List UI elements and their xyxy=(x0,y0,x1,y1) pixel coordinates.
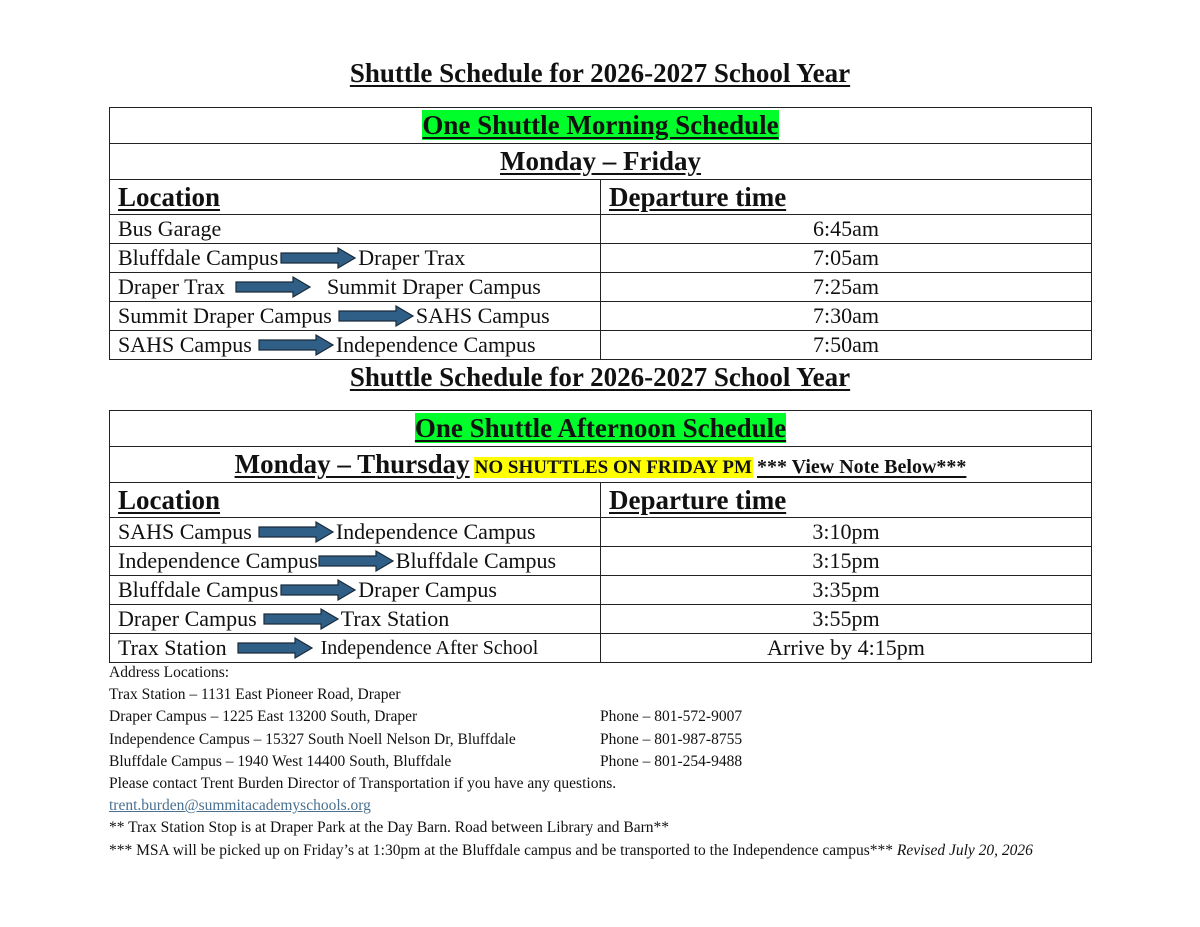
right-arrow-icon xyxy=(263,608,339,630)
route-cell xyxy=(110,547,601,576)
address-section xyxy=(109,662,1109,862)
departure-time: 3:15pm xyxy=(601,547,1092,576)
table-row xyxy=(110,576,1092,605)
afternoon-heading-cell xyxy=(110,411,1092,447)
route-to: Independence Campus xyxy=(335,332,536,357)
view-note-link: *** View Note Below*** xyxy=(756,456,967,478)
morning-days: Monday – Friday xyxy=(500,146,702,176)
route-cell xyxy=(110,215,601,244)
afternoon-col-departure xyxy=(601,483,1092,518)
route-cell xyxy=(110,244,601,273)
morning-col-departure xyxy=(601,180,1092,215)
morning-schedule-table xyxy=(109,107,1092,360)
address-line xyxy=(109,751,1109,773)
email-row xyxy=(109,795,1109,817)
route-from: SAHS Campus xyxy=(118,519,252,544)
route-to: Bluffdale Campus xyxy=(395,548,557,573)
table-row xyxy=(110,634,1092,663)
table-row xyxy=(110,215,1092,244)
address-text: Bluffdale Campus – 1940 West 14400 South, Bluffdale xyxy=(109,752,452,770)
route-cell xyxy=(110,302,601,331)
address-line xyxy=(109,706,1109,728)
departure-time: 7:05am xyxy=(601,244,1092,273)
right-arrow-icon xyxy=(258,334,334,356)
right-arrow-icon xyxy=(235,276,311,298)
route-from: Bluffdale Campus xyxy=(118,245,279,270)
route-cell xyxy=(110,331,601,360)
contact-text: Please contact Trent Burden Director of Transportation if you have any questions. xyxy=(109,774,617,792)
departure-time: Arrive by 4:15pm xyxy=(601,634,1092,663)
route-from: Trax Station xyxy=(118,635,227,660)
right-arrow-icon xyxy=(318,550,394,572)
route-from: Draper Campus xyxy=(118,606,257,631)
email-link[interactable]: trent.burden@summitacademyschools.org xyxy=(109,797,371,815)
morning-col-location xyxy=(110,180,601,215)
departure-time: 7:50am xyxy=(601,331,1092,360)
route-cell xyxy=(110,518,601,547)
page-title: Shuttle Schedule for 2026-2027 School Year xyxy=(349,58,851,88)
departure-time: 7:30am xyxy=(601,302,1092,331)
route-from: Draper Trax xyxy=(118,274,225,299)
address-text: Independence Campus – 15327 South Noell Nelson Dr, Bluffdale xyxy=(109,730,516,748)
route-from: Bluffdale Campus xyxy=(118,577,279,602)
address-text: Draper Campus – 1225 East 13200 South, Draper xyxy=(109,708,418,726)
route-to: Summit Draper Campus xyxy=(326,274,541,299)
route-to: Draper Trax xyxy=(358,245,466,270)
route-cell xyxy=(110,273,601,302)
phone-number: Phone – 801-572-9007 xyxy=(600,708,743,726)
morning-days-cell xyxy=(110,144,1092,180)
table-row xyxy=(110,302,1092,331)
afternoon-col-location-label: Location xyxy=(118,484,221,515)
revised-date: Revised July 20, 2026 xyxy=(896,841,1033,859)
route-to: Trax Station xyxy=(340,606,450,631)
no-shuttle-notice: NO SHUTTLES ON FRIDAY PM xyxy=(474,457,752,478)
departure-time: 7:25am xyxy=(601,273,1092,302)
departure-time: 3:55pm xyxy=(601,605,1092,634)
table-row xyxy=(110,518,1092,547)
address-line xyxy=(109,729,1109,751)
section-title: Shuttle Schedule for 2026-2027 School Year xyxy=(349,362,851,392)
table-row xyxy=(110,331,1092,360)
departure-time: 3:10pm xyxy=(601,518,1092,547)
route-to: Independence After School xyxy=(320,637,539,659)
table-row xyxy=(110,547,1092,576)
phone-number: Phone – 801-987-8755 xyxy=(600,730,743,748)
address-line xyxy=(109,684,1109,706)
route-from: Summit Draper Campus xyxy=(118,303,332,328)
phone-number: Phone – 801-254-9488 xyxy=(600,752,743,770)
morning-col-location-label: Location xyxy=(118,181,221,212)
route-cell xyxy=(110,634,601,663)
route-from: SAHS Campus xyxy=(118,332,252,357)
route-cell xyxy=(110,605,601,634)
afternoon-schedule-table xyxy=(109,410,1092,663)
trax-note: ** Trax Station Stop is at Draper Park at the Day Barn. Road between Library and Barn** xyxy=(109,819,670,837)
table-row xyxy=(110,273,1092,302)
msa-note-row xyxy=(109,840,1109,862)
route-to: SAHS Campus xyxy=(415,303,550,328)
afternoon-days: Monday – Thursday xyxy=(234,449,470,479)
departure-time: 3:35pm xyxy=(601,576,1092,605)
msa-note: *** MSA will be picked up on Friday’s at 1:30pm at the Bluffdale campus and be transported to the Independence campus*** xyxy=(109,841,894,859)
afternoon-col-departure-label: Departure time xyxy=(609,484,787,515)
right-arrow-icon xyxy=(258,521,334,543)
route-cell xyxy=(110,576,601,605)
morning-heading-cell xyxy=(110,108,1092,144)
morning-heading: One Shuttle Morning Schedule xyxy=(422,110,779,140)
right-arrow-icon xyxy=(237,637,313,659)
afternoon-days-cell xyxy=(110,447,1092,483)
afternoon-heading: One Shuttle Afternoon Schedule xyxy=(414,413,787,443)
right-arrow-icon xyxy=(280,579,356,601)
route-from: Independence Campus xyxy=(118,548,318,573)
address-heading: Address Locations: xyxy=(109,664,230,681)
address-text: Trax Station – 1131 East Pioneer Road, Draper xyxy=(109,686,401,704)
route-to: Draper Campus xyxy=(358,577,497,602)
route-from: Bus Garage xyxy=(118,216,222,241)
right-arrow-icon xyxy=(338,305,414,327)
afternoon-col-location xyxy=(110,483,601,518)
table-row xyxy=(110,605,1092,634)
table-row xyxy=(110,244,1092,273)
morning-col-departure-label: Departure time xyxy=(609,181,787,212)
route-to: Independence Campus xyxy=(335,519,536,544)
departure-time: 6:45am xyxy=(601,215,1092,244)
right-arrow-icon xyxy=(280,247,356,269)
